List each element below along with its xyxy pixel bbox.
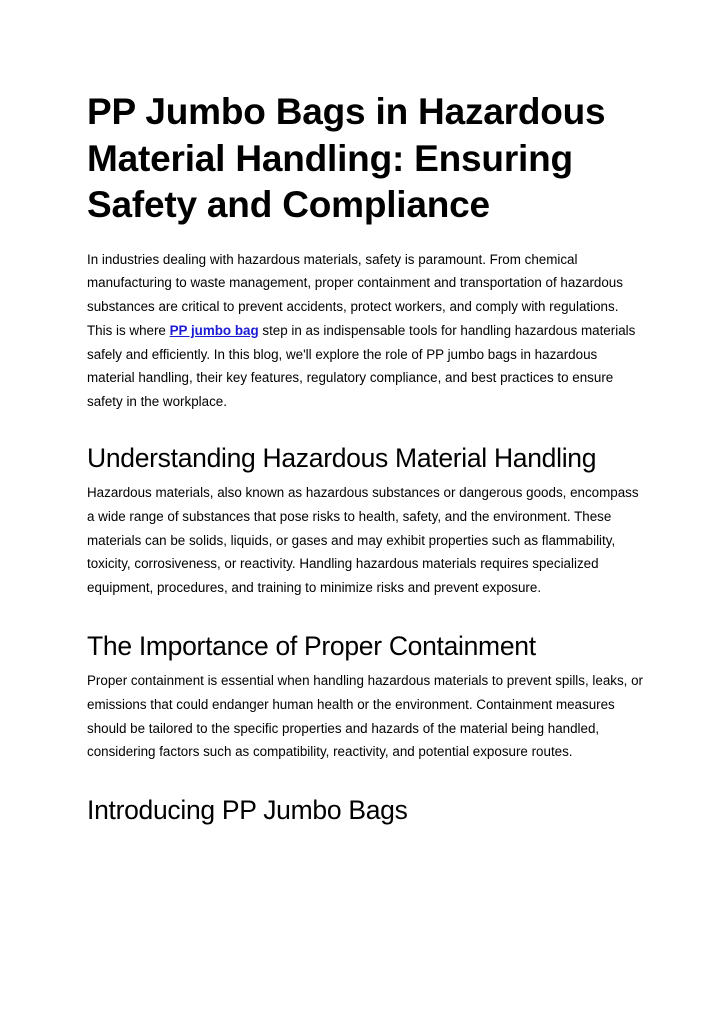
section-body-proper-containment: Proper containment is essential when handling hazardous materials to prevent spills, leaks, or emissions that could endanger human health or the environment. Containment measures should be tailored to the specific properties and hazards of the material being handled, considering factors such as compatibility, reactivity, and potential exposure routes.: [87, 673, 644, 760]
intro-paragraph: [87, 248, 647, 415]
intro-text-before-link: In industries dealing with hazardous materials, safety is paramount. From chemical manufacturing to waste management, proper containment and transportation of hazardous substances are critical to prevent accidents, protect workers, and comply with regulations. This is where: [87, 251, 623, 338]
pp-jumbo-bag-link[interactable]: PP jumbo bag: [169, 322, 259, 338]
document-page: [87, 89, 647, 826]
section-body-hazardous-handling: Hazardous materials, also known as hazardous substances or dangerous goods, encompass a wide range of substances that pose risks to health, safety, and the environment. These materials can be solids, liquids, or gases and may exhibit properties such as flammability, toxicity, corrosiveness, or reactivity. Handling hazardous materials requires specialized equipment, procedures, and training to minimize risks and prevent exposure.: [87, 485, 639, 596]
section-heading-hazardous-handling: Understanding Hazardous Material Handling: [87, 443, 597, 474]
page-title: PP Jumbo Bags in Hazardous Material Handling: Ensuring Safety and Compliance: [87, 91, 606, 225]
section-heading-proper-containment: The Importance of Proper Containment: [87, 631, 536, 662]
section-heading-introducing-pp-jumbo-bags: Introducing PP Jumbo Bags: [87, 795, 408, 826]
intro-text-after-link: step in as indispensable tools for handling hazardous materials safely and efficiently. In this blog, we'll explore the role of PP jumbo bags in hazardous material handling, their key features, regulatory compliance, and best practices to ensure safety in the workplace.: [87, 322, 636, 410]
